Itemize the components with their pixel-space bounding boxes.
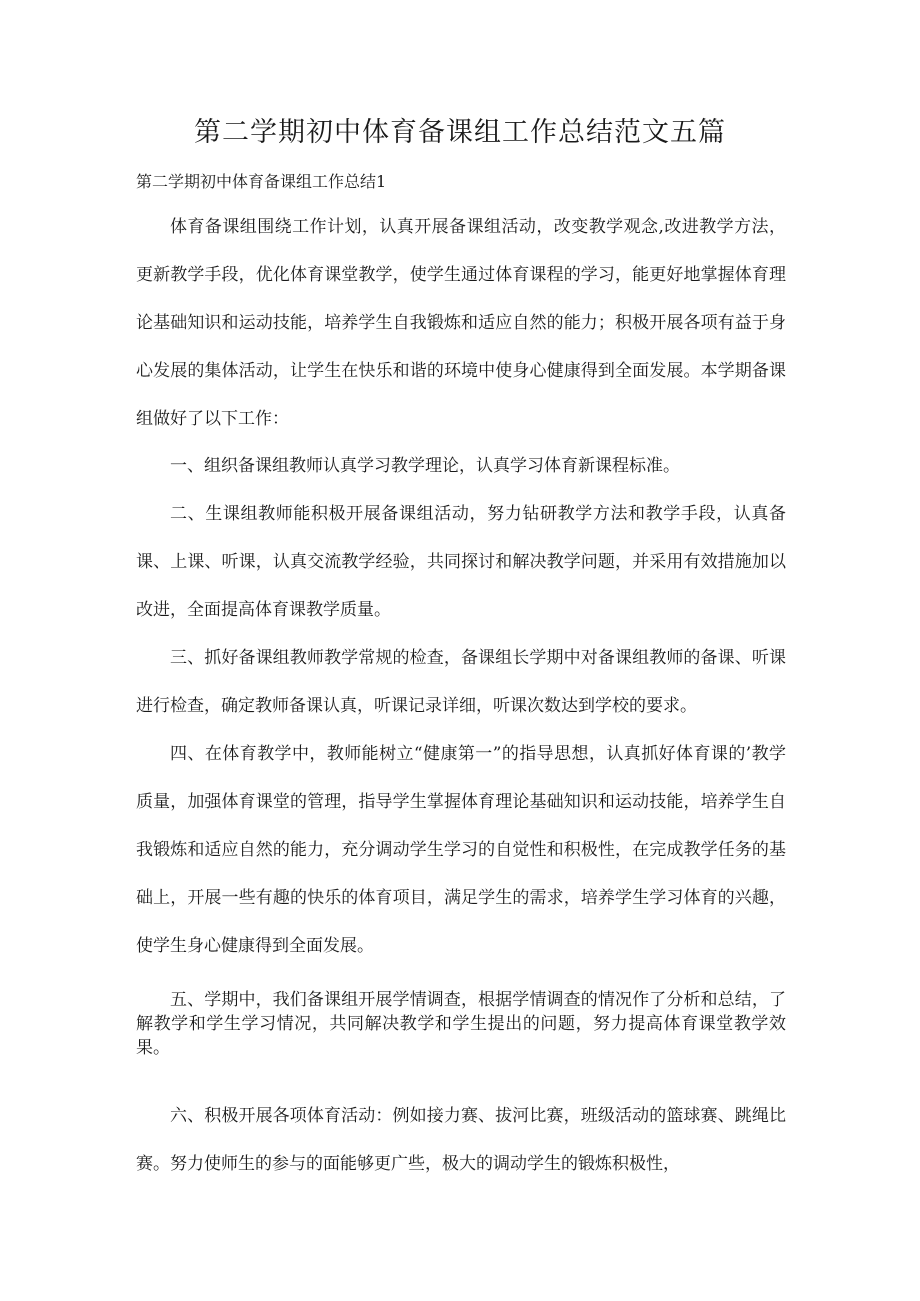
document-title: 第二学期初中体育备课组工作总结范文五篇 bbox=[194, 117, 726, 148]
paragraph-item-1: 一、组织备课组教师认真学习教学理论，认真学习体育新课程标准。 bbox=[170, 456, 680, 476]
paragraph-item-2: 二、生课组教师能积极开展备课组活动，努力钻研教学方法和教学手段，认真备课、上课、听课，认真交流教学经验，共同探讨和解决教学问题，并采用有效措施加以改进，全面提高体育课教学质量。 bbox=[136, 504, 786, 620]
paragraph-item-5: 五、学期中，我们备课组开展学情调查，根据学情调查的情况作了分析和总结，了解教学和学生学习情况，共同解决教学和学生提出的问题，努力提高体育课堂教学效果。 bbox=[136, 990, 786, 1058]
paragraph-intro: 体育备课组围绕工作计划，认真开展备课组活动，改变教学观念,改进教学方法，更新教学手段，优化体育课堂教学，使学生通过体育课程的学习，能更好地掌握体育理论基础知识和运动技能，培养学生自我锻炼和适应自然的能力；积极开展各项有益于身心发展的集体活动，让学生在快乐和谐的环境中使身心健康得到全面发展。本学期备课组做好了以下工作： bbox=[136, 217, 786, 429]
paragraph-item-4: 四、在体育教学中，教师能树立“健康第一”的指导思想，认真抓好体育课的’教学质量，加强体育课堂的管理，指导学生掌握体育理论基础知识和运动技能，培养学生自我锻炼和适应自然的能力，充分调动学生学习的自觉性和积极性，在完成教学任务的基础上，开展一些有趣的快乐的体育项目，满足学生的需求，培养学生学习体育的兴趣，使学生身心健康得到全面发展。 bbox=[136, 744, 786, 956]
section-heading: 第二学期初中体育备课组工作总结1 bbox=[136, 172, 387, 191]
paragraph-item-6: 六、积极开展各项体育活动：例如接力赛、拔河比赛，班级活动的篮球赛、跳绳比赛。努力使师生的参与的面能够更广些，极大的调动学生的锻炼积极性， bbox=[136, 1106, 786, 1174]
paragraph-item-3: 三、抓好备课组教师教学常规的检查，备课组长学期中对备课组教师的备课、听课进行检查，确定教师备课认真，听课记录详细，听课次数达到学校的要求。 bbox=[136, 648, 786, 716]
